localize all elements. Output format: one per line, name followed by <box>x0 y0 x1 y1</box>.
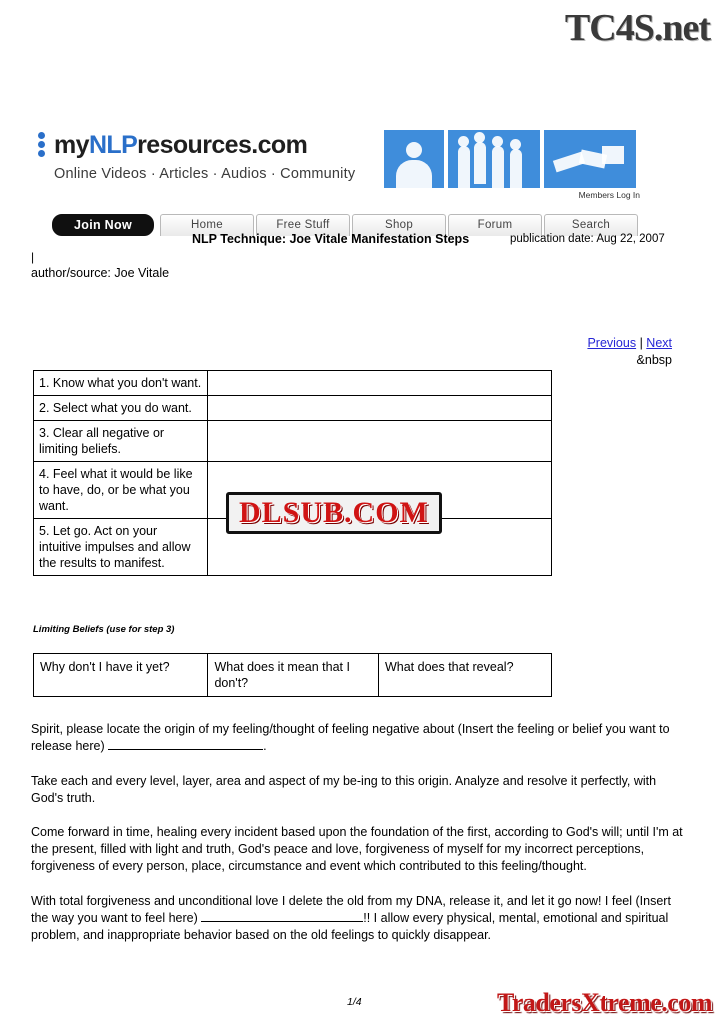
site-logo[interactable] <box>36 130 376 182</box>
nav-item-forum[interactable]: Forum <box>448 214 542 236</box>
tc4s-watermark: TC4S.net <box>564 7 710 49</box>
table-row <box>34 371 552 396</box>
dlsub-watermark: DLSUB.COM <box>226 492 442 534</box>
limiting-beliefs-table <box>33 653 552 697</box>
logo-nlp: NLP <box>88 130 138 159</box>
paragraph-come-forward: Come forward in time, healing every incident based upon the foundation of the first, according to God's will; until I'm at the present, filled with light and truth, God's peace and love, forgiveness of myself for my incorrect perceptions, forgiveness of every person, place, circumstance and event which contributed to this feeling/thought. <box>31 825 683 873</box>
step-label: 4. Feel what it would be like to have, do, or be what you want. <box>34 462 208 519</box>
logo-my: my <box>54 130 89 159</box>
fill-in-blank[interactable] <box>108 738 263 750</box>
paragraph-text-end: . <box>263 739 267 753</box>
manifestation-steps-table <box>33 370 552 576</box>
step-label: 5. Let go. Act on your intuitive impulses and allow the results to manifest. <box>34 519 208 576</box>
column-header-why: Why don't I have it yet? <box>34 654 208 697</box>
nbsp-text: &nbsp <box>636 353 672 367</box>
banner-image-group-icon <box>448 130 540 188</box>
article-author: author/source: Joe Vitale <box>31 266 170 280</box>
previous-link[interactable]: Previous <box>587 336 637 350</box>
pagination-links <box>587 336 672 350</box>
step-answer-cell[interactable] <box>207 371 551 396</box>
publication-date: publication date: Aug 22, 2007 <box>510 233 665 245</box>
column-header-meaning: What does it mean that I don't? <box>208 654 379 697</box>
article-title: NLP Technique: Joe Vitale Manifestation Steps <box>192 232 470 246</box>
pipe-separator: | <box>31 250 35 264</box>
paragraph-spirit-locate <box>31 721 686 755</box>
limiting-beliefs-caption: Limiting Beliefs (use for step 3) <box>33 624 175 635</box>
next-link[interactable]: Next <box>646 336 672 350</box>
nav-item-shop[interactable]: Shop <box>352 214 446 236</box>
table-row <box>34 421 552 462</box>
logo-resources: resources.com <box>137 130 308 159</box>
nav-item-home[interactable]: Home <box>160 214 254 236</box>
members-login-link[interactable]: Members Log In <box>578 190 640 200</box>
table-row <box>34 396 552 421</box>
paragraph-text-end: !! I allow every physical, mental, emotional and spiritual problem, and inappropriate behavior based on the old feelings to quickly disappear. <box>31 911 669 942</box>
paragraph-text: Spirit, please locate the origin of my feeling/thought of feeling negative about (Insert the feeling or belief you want to release here) <box>31 722 670 753</box>
fill-in-blank[interactable] <box>201 910 363 922</box>
banner-images <box>384 130 636 188</box>
column-header-reveal: What does that reveal? <box>378 654 551 697</box>
paragraph-take-each-level: Take each and every level, layer, area and aspect of my be-ing to this origin. Analyze and resolve it perfectly, with God's truth. <box>31 774 657 805</box>
tradersxtreme-watermark: TradersXtreme.com <box>496 988 712 1017</box>
step-label: 1. Know what you don't want. <box>34 371 208 396</box>
nav-item-search[interactable]: Search <box>544 214 638 236</box>
paragraph-total-forgiveness <box>31 893 686 944</box>
nav-item-free-stuff[interactable]: Free Stuff <box>256 214 350 236</box>
step-label: 3. Clear all negative or limiting beliefs. <box>34 421 208 462</box>
step-answer-cell[interactable] <box>207 421 551 462</box>
paragraph-text: With total forgiveness and unconditional love I delete the old from my DNA, release it, and let it go now! I feel (Insert the way you want to feel here) <box>31 894 671 925</box>
step-label: 2. Select what you do want. <box>34 396 208 421</box>
page-number: 1/4 <box>347 996 362 1008</box>
logo-tagline: Online Videos · Articles · Audios · Community <box>54 166 356 182</box>
step-answer-cell[interactable] <box>207 396 551 421</box>
nav-item-join-now[interactable]: Join Now <box>52 214 154 236</box>
table-row <box>34 654 552 697</box>
banner-image-landscape-icon <box>544 130 636 188</box>
logo-text <box>54 131 307 160</box>
pagination-separator: | <box>639 336 643 350</box>
logo-dots-icon <box>36 130 50 160</box>
banner-image-person-icon <box>384 130 444 188</box>
